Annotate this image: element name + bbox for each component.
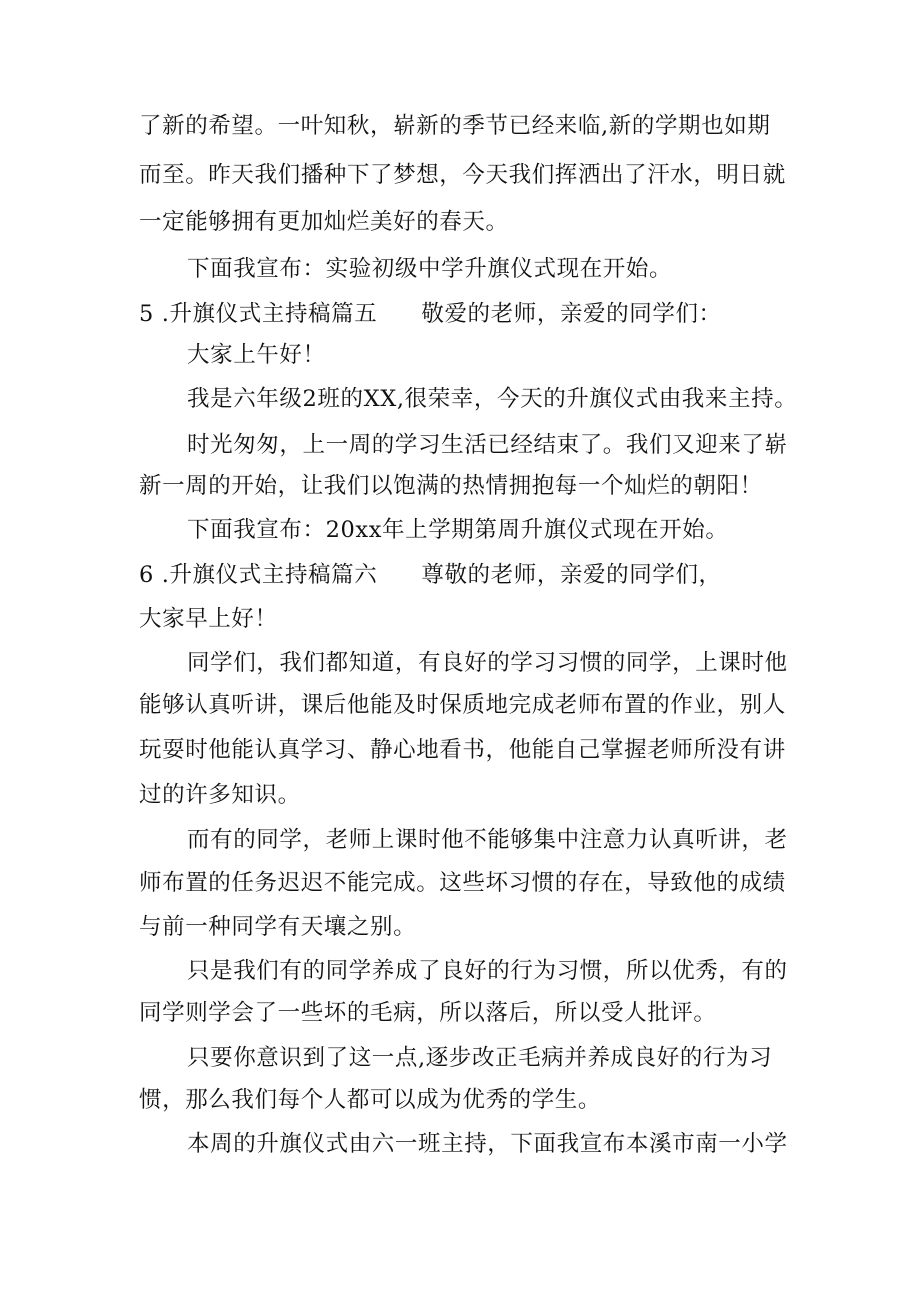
heading-title: .升旗仪式主持稿篇六 [161, 562, 378, 588]
body-line: 同学们，我们都知道，有良好的学习习惯的同学，上课时他 [187, 650, 788, 676]
body-line: 大家早上好！ [139, 606, 278, 632]
body-line: 同学则学会了一些坏的毛病，所以落后，所以受人批评。 [139, 1000, 717, 1026]
body-line: 一定能够拥有更加灿烂美好的春天。 [139, 209, 509, 235]
body-line: 只要你意识到了这一点,逐步改正毛病并养成良好的行为习 [187, 1045, 773, 1071]
body-line: 只是我们有的同学养成了良好的行为习惯，所以优秀，有的 [187, 958, 788, 984]
heading-number: 6 [139, 562, 154, 588]
section-heading-5 [139, 299, 722, 329]
heading-greeting: 敬爱的老师，亲爱的同学们： [421, 301, 722, 327]
body-line: 而至。昨天我们播种下了梦想，今天我们挥洒出了汗水，明日就 [139, 162, 786, 188]
heading-number: 5 [139, 301, 154, 327]
body-line: 我是六年级2班的XX,很荣幸，今天的升旗仪式由我来主持。 [187, 386, 798, 412]
body-line: 新一周的开始，让我们以饱满的热情拥抱每一个灿烂的朝阳！ [139, 473, 763, 499]
body-line: 能够认真听讲，课后他能及时保质地完成老师布置的作业，别人 [139, 692, 786, 718]
heading-greeting: 尊敬的老师，亲爱的同学们， [421, 562, 722, 588]
section-heading-6 [139, 560, 722, 590]
body-line: 而有的同学，老师上课时他不能够集中注意力认真听讲，老 [187, 827, 788, 853]
body-line: 玩耍时他能认真学习、静心地看书，他能自己掌握老师所没有讲 [139, 737, 786, 763]
body-line: 时光匆匆，上一周的学习生活已经结束了。我们又迎来了崭 [187, 432, 788, 458]
body-line: 大家上午好！ [187, 342, 326, 368]
body-line: 与前一种同学有天壤之别。 [139, 914, 417, 940]
body-line: 本周的升旗仪式由六一班主持，下面我宣布本溪市南一小学 [187, 1131, 788, 1157]
body-line: 惯，那么我们每个人都可以成为优秀的学生。 [139, 1087, 602, 1113]
body-line: 了新的希望。一叶知秋，崭新的季节已经来临,新的学期也如期 [139, 113, 771, 139]
body-line: 下面我宣布：20xx年上学期第周升旗仪式现在开始。 [187, 517, 729, 543]
heading-title: .升旗仪式主持稿篇五 [161, 301, 378, 327]
body-line: 过的许多知识。 [139, 782, 301, 808]
body-line: 下面我宣布：实验初级中学升旗仪式现在开始。 [187, 256, 673, 282]
body-line: 师布置的任务迟迟不能完成。这些坏习惯的存在，导致他的成绩 [139, 870, 786, 896]
